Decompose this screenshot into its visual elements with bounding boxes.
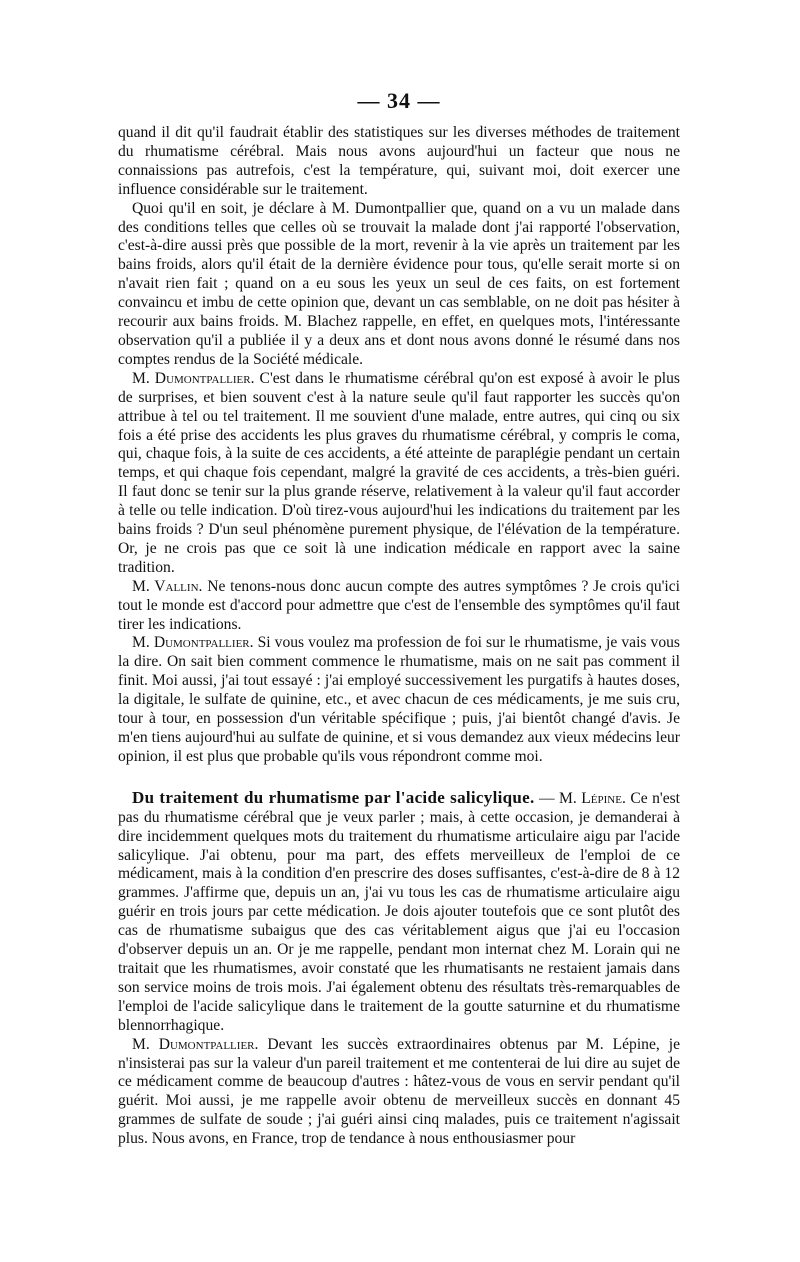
speaker-name: M. Vallin.	[132, 577, 203, 595]
section-title: Du traitement du rhumatisme par l'acide salicylique.	[132, 787, 535, 807]
section-dash: —	[534, 789, 560, 807]
paragraph-5	[118, 634, 680, 766]
speaker-name: M. Dumontpallier.	[132, 634, 254, 652]
speaker-name: M. Dumontpallier.	[132, 1035, 259, 1053]
speaker-name: M. Dumontpallier.	[132, 369, 255, 387]
paragraph-1	[118, 124, 680, 200]
paragraph-text: Ne tenons-nous donc aucun compte des autres symptômes ? Je crois qu'ici tout le monde est d'accord pour admettre que c'est de l'ensemble des symptômes qu'il faut tirer les indications.	[118, 577, 681, 633]
paragraph-text: Quoi qu'il en soit, je déclare à M. Dumontpallier que, quand on a vu un malade dans des conditions telles que celles où se trouvait la malade dont j'ai rapporté l'observation, c'est-à-dire aussi près que possible de la mort, revenir à la vie après un traitement par les bains froids, alors qu'il était de la dernière évidence pour tous, qu'elle serait morte si on n'avait rien fait ; quand on a eu sous les yeux un seul de ces faits, on est fortement convaincu et imbu de cette opinion que, devant un cas semblable, on ne doit pas hésiter à recourir aux bains froids. M. Blachez rappelle, en effet, en quelques mots, l'intéressante observation qu'il a publiée il y a deux ans et dont nous avons donné le résumé dans nos comptes rendus de la Société médicale.	[118, 199, 680, 368]
paragraph-text: C'est dans le rhumatisme cérébral qu'on est exposé à avoir le plus de surprises, et bien souvent c'est à la nature seule qu'il faut rapporter les succès qu'on attribue à tel ou tel traitement. Il me souvient d'une malade, entre autres, qui cinq ou six fois a été prise des accidents les plus graves du rhumatisme cérébral, y compris le coma, qui, chaque fois, à la suite de ces accidents, a été atteinte de paraplégie pendant un certain temps, et qui chaque fois cependant, malgré la gravité de ces accidents, a très-bien guéri. Il faut donc se tenir sur la plus grande réserve, relativement à la valeur qu'il faut accorder à telle ou telle indication. D'où tirez-vous aujourd'hui les indications du traitement par les bains froids ? D'un seul phénomène purement physique, de l'élévation de la température. Or, je ne crois pas que ce soit là une indication médicale en rapport avec la saine tradition.	[118, 369, 680, 576]
paragraph-2	[118, 200, 680, 370]
paragraph-text: quand il dit qu'il faudrait établir des statistiques sur les diverses méthodes de traitement du rhumatisme cérébral. Mais nous avons aujourd'hui un facteur que nous ne connaissions pas autrefois, c'est la température, qui, suivant moi, doit exercer une influence considérable sur le traitement.	[118, 124, 680, 198]
section-paragraph	[118, 789, 680, 1036]
page-number: — 34 —	[357, 88, 441, 113]
paragraph-4	[118, 578, 680, 635]
paragraph-text: Ce n'est pas du rhumatisme cérébral que je veux parler ; mais, à cette occasion, je demanderai à dire incidemment quelques mots du traitement du rhumatisme articulaire aigu par l'acide salicylique. J'ai obtenu, pour ma part, des effets merveilleux de l'emploi de ce médicament, mais à la condition d'en prescrire des doses suffisantes, c'est-à-dire de 8 à 12 grammes. J'affirme que, depuis un an, j'ai vu tous les cas de rhumatisme articulaire aigu guérir en trois jours par cette médication. Je dois ajouter toutefois que ce sont plutôt des cas de rhumatisme subaigus que des cas véritablement aigus que j'ai eu l'occasion d'observer depuis un an. Or je me rappelle, pendant mon internat chez M. Lorain qui ne traitait que les rhumatismes, avoir constaté que les rhumatisants ne restaient jamais dans son service moins de trois mois. J'ai également obtenu des résultats très-remarquables de l'emploi de l'acide salicylique dans le traitement de la goutte saturnine et du rhumatisme blennorrhagique.	[118, 789, 681, 1034]
paragraph-text: Si vous voulez ma profession de foi sur le rhumatisme, je vais vous la dire. On sait bien comment commence le rhumatisme, mais on ne sait pas comment il finit. Moi aussi, j'ai tout essayé : j'ai employé successivement les purgatifs à hautes doses, la digitale, le sulfate de quinine, etc., et avec chacun de ces médicaments, je me suis cru, tour à tour, en possession d'un véritable spécifique ; puis, j'ai bientôt changé d'avis. Je m'en tiens aujourd'hui au sulfate de quinine, et si vous demandez aux vieux médecins leur opinion, il est plus que probable qu'ils vous répondront comme moi.	[118, 634, 680, 765]
speaker-name: M. Lépine.	[559, 789, 626, 807]
paragraph-text: Devant les succès extraordinaires obtenus par M. Lépine, je n'insisterai pas sur la valeur d'un pareil traitement et me contenterai de lui dire au sujet de ce médicament comme de beaucoup d'autres : hâtez-vous de vous en servir pendant qu'il guérit. Moi aussi, je me rappelle avoir obtenu de merveilleux succès en donnant 45 grammes de sulfate de soude ; j'ai guéri ainsi cinq malades, puis ce traitement n'agissait plus. Nous avons, en France, trop de tendance à nous enthousiasmer pour	[118, 1035, 680, 1148]
paragraph-3	[118, 370, 680, 578]
final-paragraph	[118, 1036, 680, 1149]
